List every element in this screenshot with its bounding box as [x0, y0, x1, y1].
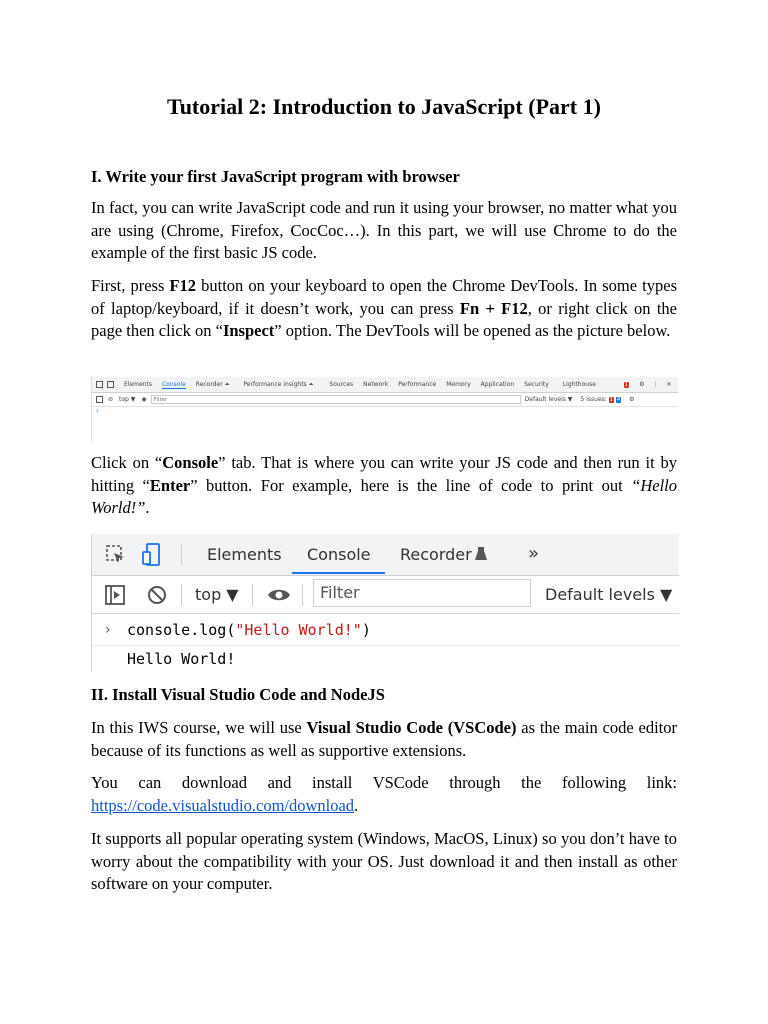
hello-world-ref: “Hello World!” — [91, 475, 677, 517]
enter-key-ref: Enter — [149, 475, 191, 495]
more-options-icon[interactable]: ⋮ — [652, 381, 659, 388]
close-icon[interactable]: ✕ — [666, 381, 672, 388]
tab-security[interactable]: Security — [524, 381, 549, 388]
issues-red-badge: 1 — [609, 396, 613, 403]
clear-console-icon[interactable] — [147, 585, 167, 605]
device-toggle-icon — [107, 381, 114, 388]
tab-elements-large[interactable]: Elements — [207, 545, 282, 564]
tab-console-large[interactable]: Console — [307, 545, 371, 564]
issues-blue-badge: 4 — [616, 396, 621, 403]
divider — [302, 584, 303, 606]
more-tabs-icon[interactable]: » — [528, 543, 540, 564]
vscode-name: Visual Studio Code (VSCode) — [306, 718, 517, 737]
devtools-tab-bar — [92, 377, 678, 393]
tab-lighthouse[interactable]: Lighthouse — [562, 381, 596, 388]
section2-heading: II. Install Visual Studio Code and NodeJS — [91, 685, 385, 704]
console-toolbar — [92, 393, 678, 407]
issues-label[interactable]: 5 Issues: — [580, 396, 607, 403]
console-tab-ref: Console — [162, 453, 219, 472]
levels-dropdown[interactable]: Default levels ▼ — [524, 396, 573, 403]
tab-network[interactable]: Network — [363, 381, 389, 388]
tab-performance-insights[interactable]: Performance insights ⏶ — [243, 380, 314, 388]
sidebar-toggle-icon[interactable] — [105, 585, 125, 605]
console-toolbar-large — [92, 576, 679, 614]
active-tab-indicator — [292, 572, 385, 574]
tab-application[interactable]: Application — [480, 381, 515, 388]
filter-input-large[interactable]: Filter — [313, 579, 531, 607]
flask-icon — [474, 546, 488, 562]
tab-memory[interactable]: Memory — [446, 381, 471, 388]
console-input-line[interactable]: console.log("Hello World!") — [127, 621, 371, 639]
sidebar-toggle-icon[interactable] — [96, 396, 103, 403]
key-fn-f12: Fn + F12 — [459, 298, 528, 318]
clear-console-icon[interactable]: ⊘ — [108, 396, 114, 403]
section2-paragraph-1: In this IWS course, we will use Visual Studio Code (VSCode) as the main code editor because of its functions as well as supportive extensions. — [91, 718, 677, 760]
key-f12: F12 — [169, 276, 197, 295]
inspect-element-icon — [96, 381, 103, 388]
divider — [252, 584, 253, 606]
levels-dropdown-large[interactable]: Default levels ▼ — [545, 585, 673, 604]
eye-icon[interactable]: ◉ — [141, 396, 147, 403]
divider — [181, 584, 182, 606]
tab-performance[interactable]: Performance — [398, 381, 437, 388]
inspect-option: Inspect — [222, 321, 275, 340]
tab-recorder[interactable]: Recorder ⏶ — [195, 380, 230, 388]
section1-paragraph-3: Click on “Console” tab. That is where you can write your JS code and then run it by hitting “Enter” button. For example, here is the line of code to print out “Hello World!”. — [91, 453, 677, 517]
divider — [181, 544, 182, 566]
context-selector[interactable]: top ▼ — [119, 396, 136, 403]
vscode-download-link[interactable]: https://code.visualstudio.com/download — [91, 795, 355, 815]
error-count-badge[interactable]: 1 — [624, 381, 629, 388]
device-toggle-icon[interactable] — [142, 543, 162, 567]
tab-sources[interactable]: Sources — [329, 381, 354, 388]
gear-icon[interactable]: ⚙ — [639, 381, 645, 388]
filter-input[interactable]: Filter — [151, 395, 521, 404]
console-prompt[interactable]: › — [96, 407, 99, 415]
inspect-element-icon[interactable] — [106, 545, 126, 565]
section1-paragraph-1: In fact, you can write JavaScript code and run it using your browser, no matter what you are using (Chrome, Firefox, CocCoc…). In this part, we will use Chrome to do the example of the first basic JS code. — [91, 198, 677, 262]
context-selector-large[interactable]: top ▼ — [195, 585, 239, 604]
section2-paragraph-3: It supports all popular operating system (Windows, MacOS, Linux) so you don’t have to worry about the compatibility with your OS. Just download it and then install as other software on your computer. — [91, 829, 677, 893]
page-title: Tutorial 2: Introduction to JavaScript (Part 1) — [167, 94, 601, 119]
input-chevron-icon: › — [105, 622, 111, 638]
eye-icon[interactable] — [267, 587, 291, 603]
devtools-screenshot-large — [91, 534, 679, 672]
tab-elements[interactable]: Elements — [124, 381, 152, 388]
devtools-screenshot-small — [91, 376, 678, 442]
console-output-line: Hello World! — [127, 650, 236, 668]
tab-console[interactable]: Console — [161, 380, 186, 388]
divider — [92, 645, 679, 646]
section2-paragraph-2: You can download and install VSCode through the following link: https://code.visualstudio.com/download. — [91, 773, 677, 815]
section1-paragraph-2: First, press F12 button on your keyboard to open the Chrome DevTools. In some types of laptop/keyboard, if it doesn’t work, you can press Fn + F12, or right click on the page then click on “Inspect” option. The DevTools will be opened as the picture below. — [91, 276, 678, 340]
devtools-tab-bar-large — [92, 534, 679, 576]
console-settings-icon[interactable]: ⚙ — [629, 396, 635, 403]
section1-heading: I. Write your first JavaScript program with browser — [91, 167, 460, 186]
tab-recorder-large[interactable]: Recorder — [400, 545, 472, 564]
